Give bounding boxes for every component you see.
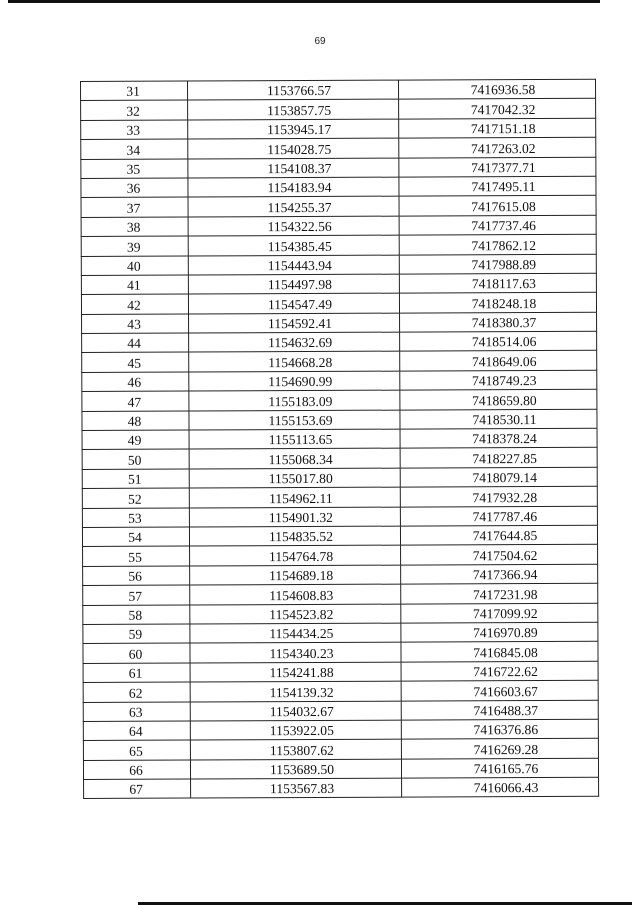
x-coordinate-cell: 1154962.11: [189, 487, 400, 507]
table-row: [83, 545, 598, 567]
table-row: [81, 196, 596, 218]
point-number-cell: 38: [81, 217, 188, 237]
point-number-cell: 49: [82, 430, 189, 450]
table-row: [81, 79, 596, 101]
point-number-cell: 56: [83, 566, 190, 586]
y-coordinate-cell: 7417042.32: [399, 99, 596, 119]
y-coordinate-cell: 7417377.71: [399, 157, 596, 177]
y-coordinate-cell: 7418248.18: [399, 293, 596, 313]
y-coordinate-cell: 7417495.11: [399, 176, 596, 196]
table-row: [82, 525, 597, 547]
x-coordinate-cell: 1153922.05: [190, 720, 401, 740]
x-coordinate-cell: 1154443.94: [188, 255, 399, 275]
y-coordinate-cell: 7418514.06: [400, 331, 597, 351]
table-row: [81, 137, 596, 159]
scan-edge-top: [8, 0, 600, 3]
point-number-cell: 37: [81, 197, 188, 217]
coordinates-table-body: [81, 79, 599, 799]
x-coordinate-cell: 1153689.50: [190, 759, 401, 779]
table-row: [82, 486, 597, 508]
y-coordinate-cell: 7418649.06: [400, 351, 597, 371]
table-row: [81, 176, 596, 198]
y-coordinate-cell: 7416970.89: [401, 622, 598, 642]
table-row: [82, 312, 597, 334]
table-row: [82, 428, 597, 450]
table-row: [82, 389, 597, 411]
point-number-cell: 51: [82, 469, 189, 489]
table-row: [81, 234, 596, 256]
point-number-cell: 50: [82, 449, 189, 469]
x-coordinate-cell: 1154183.94: [188, 177, 399, 197]
table-row: [81, 99, 596, 121]
point-number-cell: 65: [83, 740, 190, 760]
table-row: [81, 254, 596, 276]
table-row: [84, 777, 599, 799]
point-number-cell: 59: [83, 624, 190, 644]
x-coordinate-cell: 1155153.69: [189, 410, 400, 430]
point-number-cell: 44: [82, 333, 189, 353]
table-row: [83, 622, 598, 644]
point-number-cell: 61: [83, 663, 190, 683]
x-coordinate-cell: 1153766.57: [188, 80, 399, 100]
point-number-cell: 53: [82, 508, 189, 528]
point-number-cell: 43: [82, 314, 189, 334]
x-coordinate-cell: 1154108.37: [188, 158, 399, 178]
y-coordinate-cell: 7418079.14: [400, 467, 597, 487]
point-number-cell: 36: [81, 178, 188, 198]
table-row: [83, 642, 598, 664]
x-coordinate-cell: 1154028.75: [188, 138, 399, 158]
point-number-cell: 32: [81, 100, 188, 120]
x-coordinate-cell: 1154434.25: [190, 623, 401, 643]
table-row: [81, 293, 596, 315]
table-row: [82, 506, 597, 528]
y-coordinate-cell: 7417263.02: [399, 137, 596, 157]
point-number-cell: 47: [82, 391, 189, 411]
point-number-cell: 58: [83, 605, 190, 625]
coordinates-table: [80, 79, 599, 800]
point-number-cell: 33: [81, 120, 188, 140]
table-row: [83, 603, 598, 625]
x-coordinate-cell: 1155017.80: [189, 468, 400, 488]
table-row: [82, 351, 597, 373]
y-coordinate-cell: 7417737.46: [399, 215, 596, 235]
x-coordinate-cell: 1154764.78: [190, 545, 401, 565]
y-coordinate-cell: 7416066.43: [402, 777, 599, 797]
x-coordinate-cell: 1154340.23: [190, 642, 401, 662]
y-coordinate-cell: 7416845.08: [401, 642, 598, 662]
table-row: [82, 467, 597, 489]
x-coordinate-cell: 1154668.28: [189, 352, 400, 372]
x-coordinate-cell: 1153567.83: [191, 778, 402, 798]
point-number-cell: 64: [83, 721, 190, 741]
y-coordinate-cell: 7417151.18: [399, 118, 596, 138]
table-row: [83, 700, 598, 722]
table-row: [82, 331, 597, 353]
y-coordinate-cell: 7417366.94: [401, 564, 598, 584]
x-coordinate-cell: 1153807.62: [190, 739, 401, 759]
table-row: [83, 680, 598, 702]
table-row: [83, 661, 598, 683]
y-coordinate-cell: 7418380.37: [400, 312, 597, 332]
point-number-cell: 45: [82, 352, 189, 372]
y-coordinate-cell: 7416165.76: [401, 758, 598, 778]
table-row: [81, 157, 596, 179]
table-row: [82, 448, 597, 470]
x-coordinate-cell: 1154241.88: [190, 662, 401, 682]
y-coordinate-cell: 7417504.62: [401, 545, 598, 565]
y-coordinate-cell: 7416936.58: [398, 79, 595, 99]
x-coordinate-cell: 1154497.98: [188, 274, 399, 294]
y-coordinate-cell: 7418749.23: [400, 370, 597, 390]
table-row: [81, 215, 596, 237]
x-coordinate-cell: 1154632.69: [189, 332, 400, 352]
y-coordinate-cell: 7416488.37: [401, 700, 598, 720]
y-coordinate-cell: 7418227.85: [400, 448, 597, 468]
point-number-cell: 60: [83, 643, 190, 663]
table-row: [83, 739, 598, 761]
point-number-cell: 31: [81, 81, 188, 101]
x-coordinate-cell: 1154608.83: [190, 584, 401, 604]
y-coordinate-cell: 7417099.92: [401, 603, 598, 623]
y-coordinate-cell: 7417862.12: [399, 234, 596, 254]
y-coordinate-cell: 7418530.11: [400, 409, 597, 429]
point-number-cell: 62: [83, 682, 190, 702]
point-number-cell: 42: [81, 294, 188, 314]
x-coordinate-cell: 1154547.49: [188, 293, 399, 313]
x-coordinate-cell: 1154901.32: [189, 507, 400, 527]
table-row: [83, 719, 598, 741]
x-coordinate-cell: 1154255.37: [188, 196, 399, 216]
table-row: [83, 758, 598, 780]
point-number-cell: 46: [82, 372, 189, 392]
y-coordinate-cell: 7417932.28: [400, 486, 597, 506]
x-coordinate-cell: 1154523.82: [190, 604, 401, 624]
x-coordinate-cell: 1155183.09: [189, 390, 400, 410]
table-row: [83, 583, 598, 605]
x-coordinate-cell: 1153945.17: [188, 119, 399, 139]
point-number-cell: 63: [83, 702, 190, 722]
table-row: [83, 564, 598, 586]
y-coordinate-cell: 7416722.62: [401, 661, 598, 681]
point-number-cell: 40: [81, 256, 188, 276]
x-coordinate-cell: 1154139.32: [190, 681, 401, 701]
x-coordinate-cell: 1154385.45: [188, 235, 399, 255]
y-coordinate-cell: 7416603.67: [401, 680, 598, 700]
x-coordinate-cell: 1155113.65: [189, 429, 400, 449]
point-number-cell: 34: [81, 139, 188, 159]
y-coordinate-cell: 7417615.08: [399, 196, 596, 216]
point-number-cell: 66: [83, 760, 190, 780]
table-row: [81, 118, 596, 140]
x-coordinate-cell: 1153857.75: [188, 100, 399, 120]
x-coordinate-cell: 1154835.52: [189, 526, 400, 546]
y-coordinate-cell: 7418659.80: [400, 389, 597, 409]
x-coordinate-cell: 1154592.41: [189, 313, 400, 333]
point-number-cell: 52: [82, 488, 189, 508]
point-number-cell: 41: [81, 275, 188, 295]
point-number-cell: 48: [82, 411, 189, 431]
y-coordinate-cell: 7417231.98: [401, 583, 598, 603]
table-row: [81, 273, 596, 295]
y-coordinate-cell: 7416376.86: [401, 719, 598, 739]
point-number-cell: 39: [81, 236, 188, 256]
y-coordinate-cell: 7418117.63: [399, 273, 596, 293]
point-number-cell: 54: [82, 527, 189, 547]
table-row: [82, 409, 597, 431]
page-number: 69: [314, 36, 326, 47]
y-coordinate-cell: 7417988.89: [399, 254, 596, 274]
y-coordinate-cell: 7416269.28: [401, 739, 598, 759]
point-number-cell: 67: [84, 779, 191, 799]
point-number-cell: 35: [81, 159, 188, 179]
point-number-cell: 57: [83, 585, 190, 605]
y-coordinate-cell: 7418378.24: [400, 428, 597, 448]
y-coordinate-cell: 7417787.46: [400, 506, 597, 526]
x-coordinate-cell: 1154690.99: [189, 371, 400, 391]
table-row: [82, 370, 597, 392]
x-coordinate-cell: 1155068.34: [189, 449, 400, 469]
x-coordinate-cell: 1154689.18: [190, 565, 401, 585]
x-coordinate-cell: 1154322.56: [188, 216, 399, 236]
x-coordinate-cell: 1154032.67: [190, 701, 401, 721]
point-number-cell: 55: [83, 546, 190, 566]
y-coordinate-cell: 7417644.85: [400, 525, 597, 545]
